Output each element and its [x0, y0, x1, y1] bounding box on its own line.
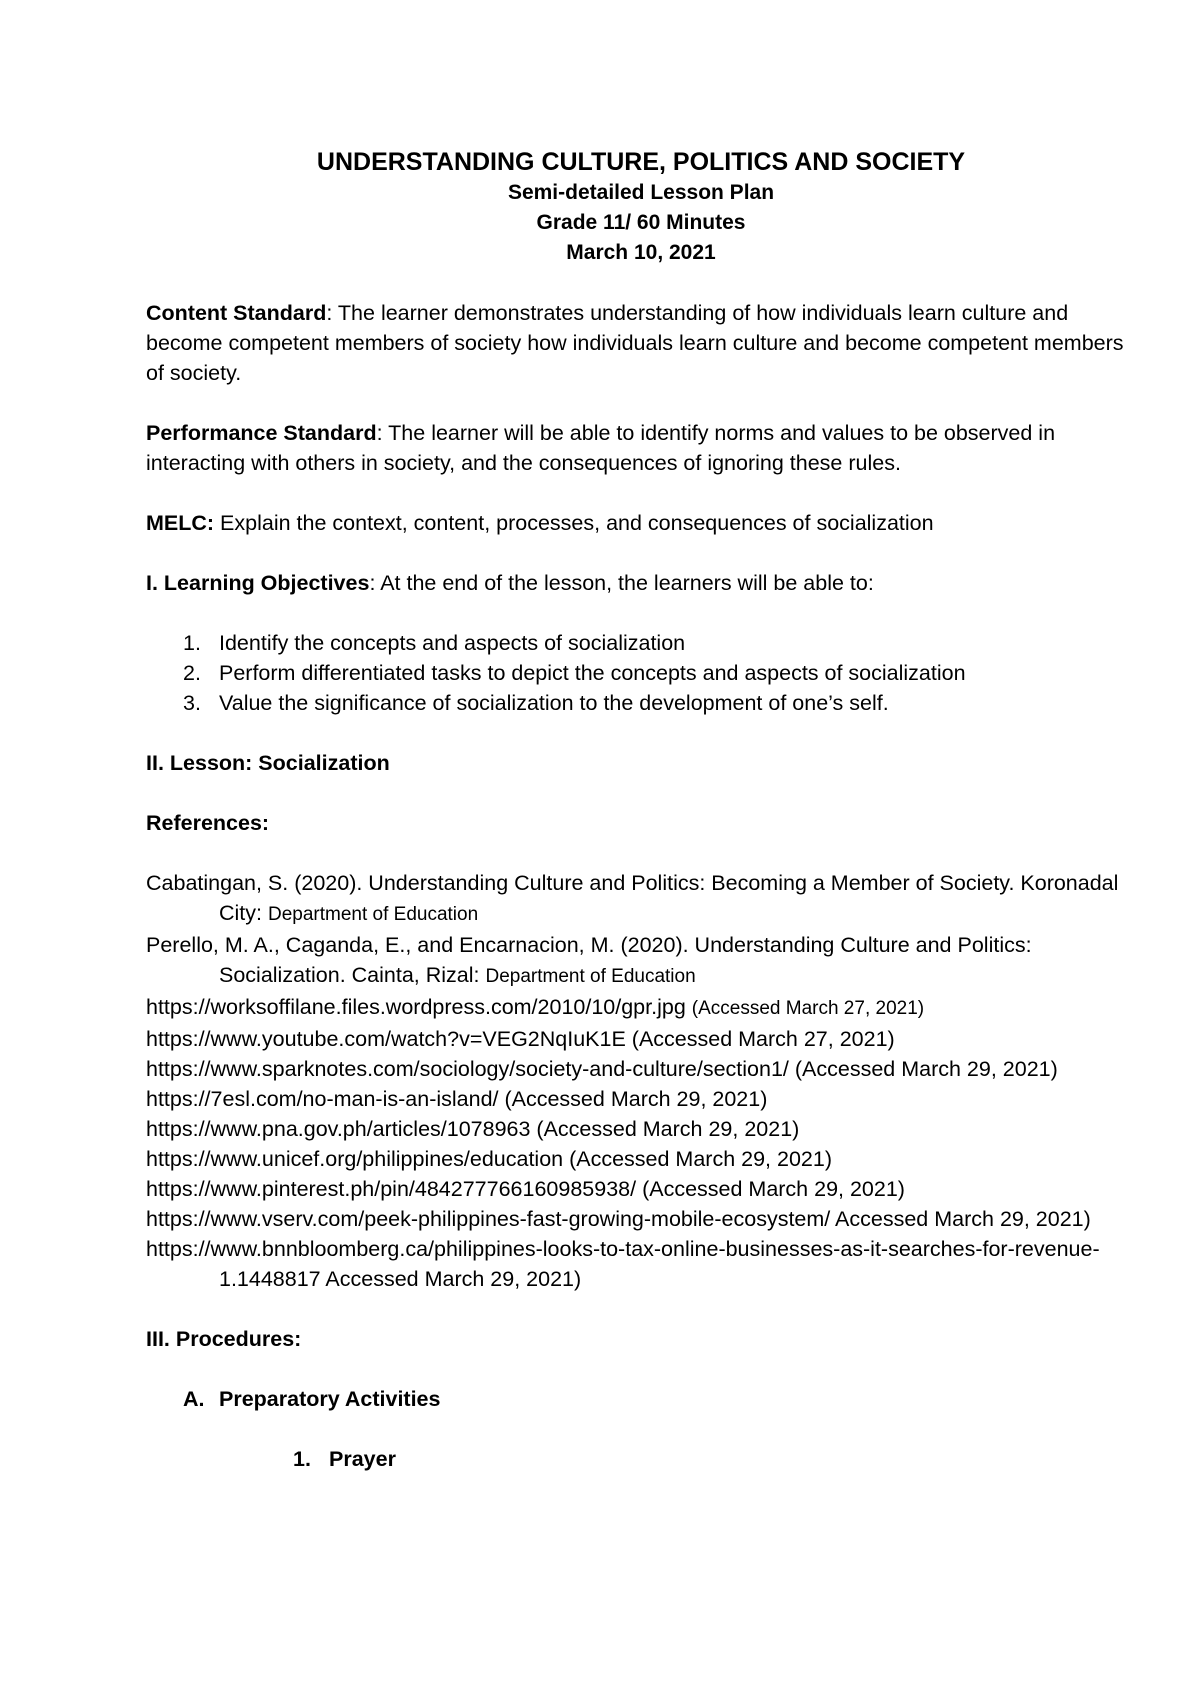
reference-text: https://www.unicef.org/philippines/education (Accessed March 29, 2021) [146, 1147, 832, 1171]
lesson-plan-page [146, 146, 1136, 1474]
learning-objectives [146, 568, 1136, 598]
reference-text: https://7esl.com/no-man-is-an-island/ (Accessed March 29, 2021) [146, 1087, 768, 1111]
preparatory-activities-heading [146, 1384, 1136, 1414]
reference-item [146, 868, 1136, 930]
performance-standard-text: : The learner will be able to identify norms and values to be observed in interacting with others in society, and the consequences of ignoring these rules. [146, 421, 1056, 475]
reference-item [146, 1144, 1136, 1174]
reference-text: Cabatingan, S. (2020). Understanding Culture and Politics: Becoming a Member of Society. Koronadal City: [146, 871, 1119, 925]
section-label: Preparatory Activities [219, 1387, 441, 1411]
performance-standard-label: Performance Standard [146, 421, 377, 445]
reference-publisher: Department of Education [267, 904, 479, 925]
list-item-text: Perform differentiated tasks to depict the concepts and aspects of socialization [219, 661, 966, 685]
content-standard-text: : The learner demonstrates understanding of how individuals learn culture and become competent members of society how individuals learn culture and become competent members of society. [146, 301, 1124, 385]
section-letter: A. [183, 1387, 205, 1411]
references-list [146, 868, 1136, 1294]
list-item-text: Identify the concepts and aspects of socialization [219, 631, 686, 655]
document-subtitle: Semi-detailed Lesson Plan [507, 181, 775, 204]
performance-standard [146, 418, 1136, 478]
melc-text: Explain the context, content, processes, and consequences of socialization [214, 511, 934, 535]
melc-label: MELC: [146, 511, 215, 535]
step-label: Prayer [329, 1447, 396, 1471]
list-item-number: 2. [183, 661, 201, 685]
content-standard [146, 298, 1136, 388]
list-item [146, 658, 1136, 688]
lesson-heading: II. Lesson: Socialization [146, 751, 390, 775]
prayer-heading [146, 1444, 1136, 1474]
list-item-number: 3. [183, 691, 201, 715]
list-item [146, 688, 1136, 718]
reference-text: https://www.sparknotes.com/sociology/society-and-culture/section1/ (Accessed March 29, 2021) [146, 1057, 1058, 1081]
grade-duration: Grade 11/ 60 Minutes [536, 211, 746, 234]
reference-text: Perello, M. A., Caganda, E., and Encarnacion, M. (2020). Understanding Culture and Politics: Socialization. Cainta, Rizal: [146, 933, 1032, 987]
list-item-text: Value the significance of socialization to the development of one’s self. [219, 691, 889, 715]
reference-text: https://www.vserv.com/peek-philippines-fast-growing-mobile-ecosystem/ Accessed March 29, 2021) [146, 1207, 1091, 1231]
reference-item [146, 1054, 1136, 1084]
content-standard-label: Content Standard [146, 301, 327, 325]
reference-text: https://www.pinterest.ph/pin/484277766160985938/ (Accessed March 29, 2021) [146, 1177, 905, 1201]
reference-text: https://worksoffilane.files.wordpress.com/2010/10/gpr.jpg [146, 995, 692, 1019]
objectives-list [146, 628, 1136, 718]
list-item-number: 1. [183, 631, 201, 655]
step-number: 1. [293, 1447, 311, 1471]
reference-item [146, 1234, 1136, 1294]
reference-publisher: Department of Education [485, 966, 696, 987]
reference-item [146, 1204, 1136, 1234]
melc [146, 508, 1136, 538]
reference-item [146, 1084, 1136, 1114]
reference-item [146, 992, 1136, 1024]
reference-text: https://www.pna.gov.ph/articles/1078963 (Accessed March 29, 2021) [146, 1117, 800, 1141]
procedures-heading: III. Procedures: [146, 1327, 302, 1351]
reference-item [146, 1024, 1136, 1054]
reference-accessed: (Accessed March 27, 2021) [691, 998, 925, 1019]
reference-text: https://www.bnnbloomberg.ca/philippines-looks-to-tax-online-businesses-as-it-searches-for-revenue-1.1448817 Accessed March 29, 2021) [146, 1237, 1100, 1291]
learning-objectives-intro: : At the end of the lesson, the learners will be able to: [369, 571, 874, 595]
reference-text: https://www.youtube.com/watch?v=VEG2NqIuK1E (Accessed March 27, 2021) [146, 1027, 895, 1051]
reference-item [146, 1174, 1136, 1204]
references-heading: References: [146, 811, 270, 835]
document-title: UNDERSTANDING CULTURE, POLITICS AND SOCIETY [316, 148, 966, 176]
reference-item [146, 930, 1136, 992]
reference-item [146, 1114, 1136, 1144]
list-item [146, 628, 1136, 658]
lesson-date: March 10, 2021 [566, 241, 716, 264]
learning-objectives-label: I. Learning Objectives [146, 571, 370, 595]
